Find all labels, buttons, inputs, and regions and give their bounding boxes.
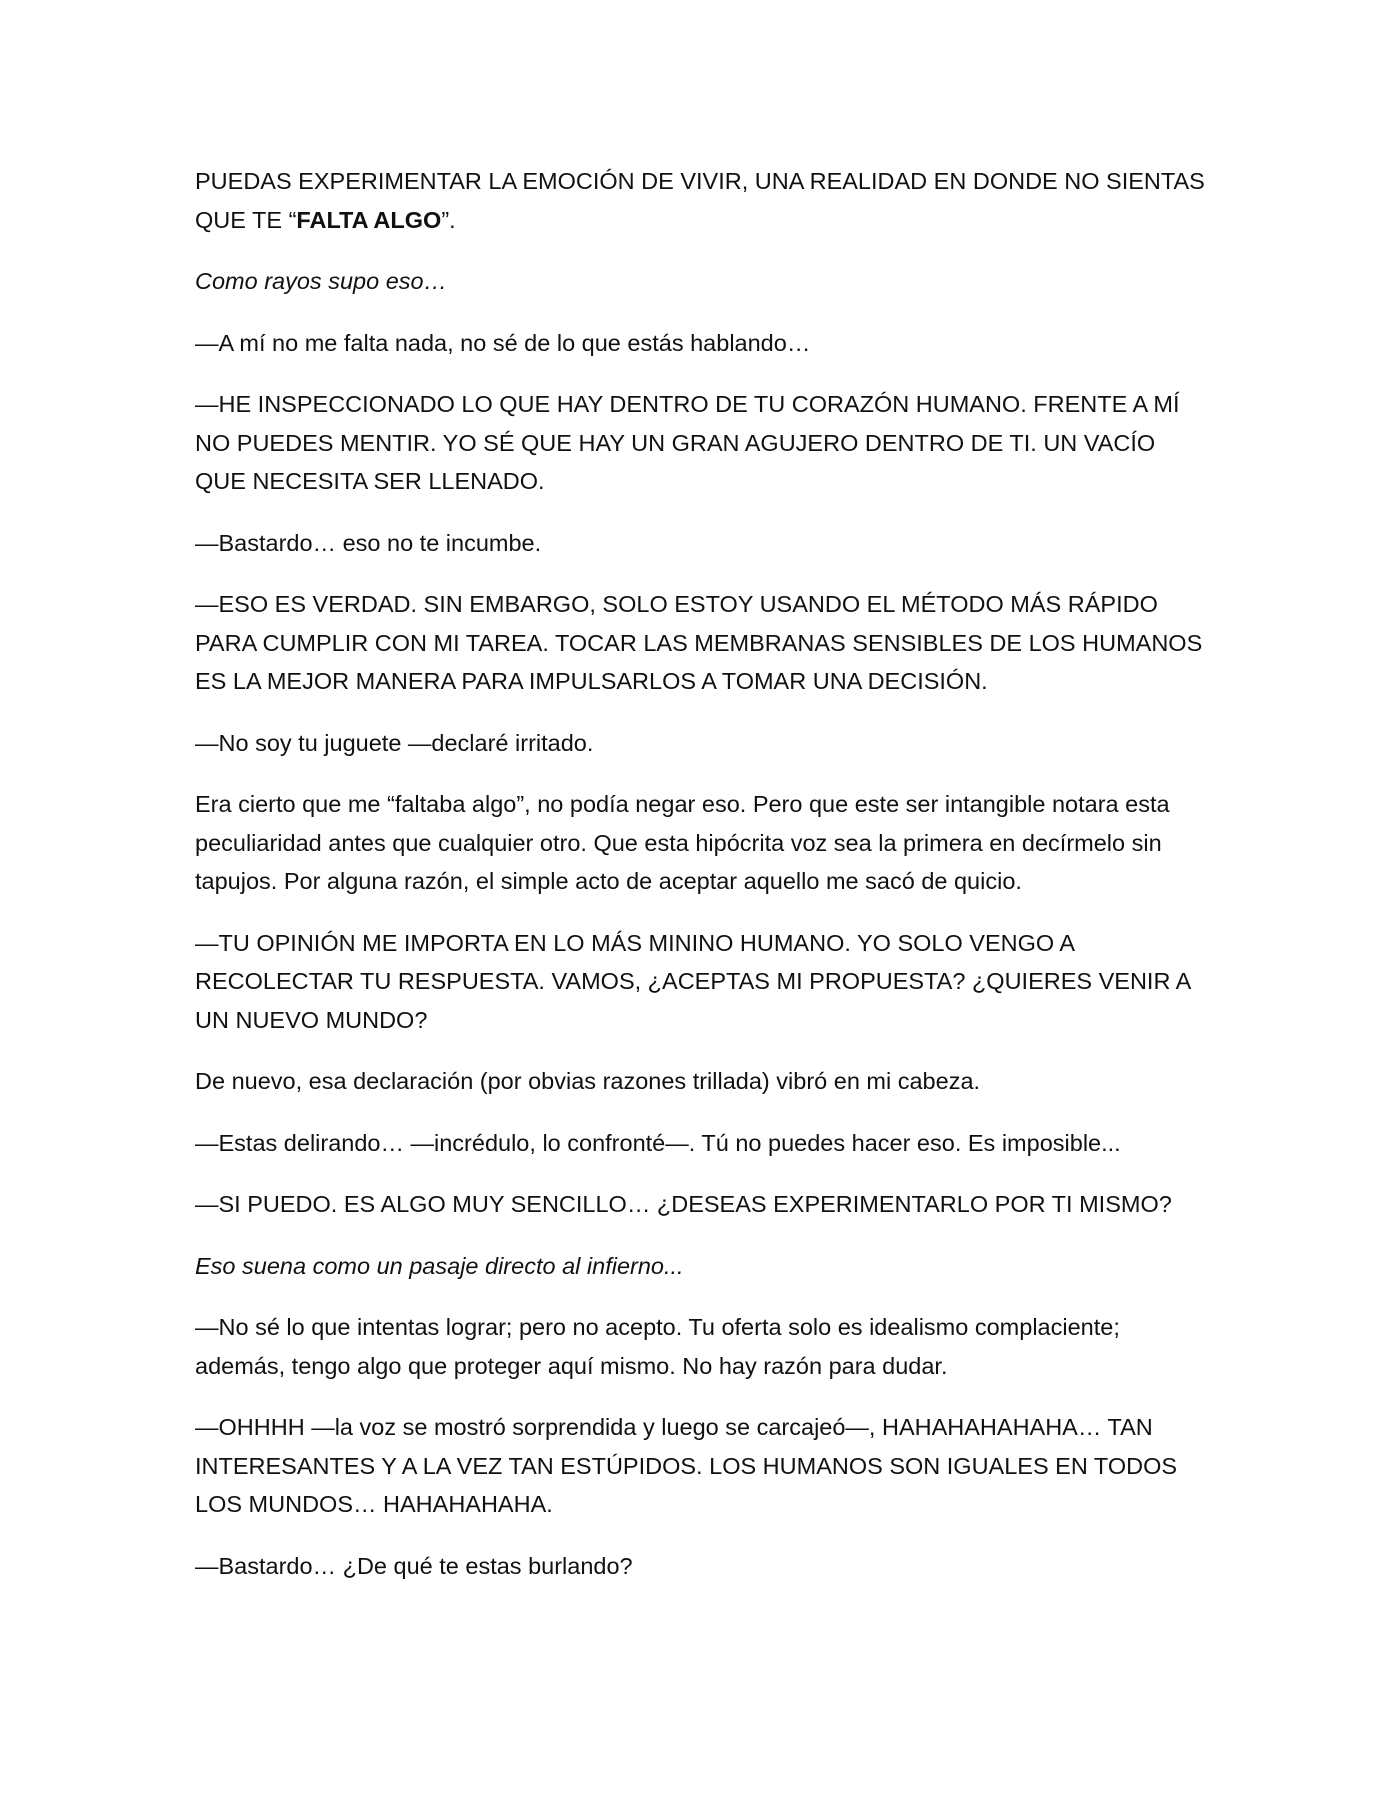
paragraph-14-dialogue: —No sé lo que intentas lograr; pero no acepto. Tu oferta solo es idealismo complaciente; además, tengo algo que proteger aquí mismo. No hay razón para dudar. <box>195 1314 1120 1379</box>
paragraph-5-dialogue: —Bastardo… eso no te incumbe. <box>195 529 542 556</box>
paragraph-6-dialogue: —ESO ES VERDAD. SIN EMBARGO, SOLO ESTOY USANDO EL MÉTODO MÁS RÁPIDO PARA CUMPLIR CON MI TAREA. TOCAR LAS MEMBRANAS SENSIBLES DE LOS HUMANOS ES LA MEJOR MANERA PARA IMPULSARLOS A TOMAR UNA DECISIÓN. <box>195 591 1203 694</box>
paragraph-16-dialogue: —Bastardo… ¿De qué te estas burlando? <box>195 1552 633 1579</box>
paragraph-2-thought: Como rayos supo eso… <box>195 268 448 294</box>
paragraph-1-text-a: PUEDAS EXPERIMENTAR LA EMOCIÓN DE VIVIR, UNA REALIDAD EN DONDE NO SIENTAS QUE TE “ <box>195 168 1205 233</box>
paragraph-8-narration: Era cierto que me “faltaba algo”, no podía negar eso. Pero que este ser intangible notara esta peculiaridad antes que cualquier otro. Que esta hipócrita voz sea la primera en decírmelo sin tapujos. Por alguna razón, el simple acto de aceptar aquello me sacó de quicio. <box>195 791 1170 894</box>
emphasis-falta-algo: FALTA ALGO <box>296 206 442 233</box>
paragraph-10-narration: De nuevo, esa declaración (por obvias razones trillada) vibró en mi cabeza. <box>195 1068 981 1094</box>
paragraph-4-dialogue: —HE INSPECCIONADO LO QUE HAY DENTRO DE TU CORAZÓN HUMANO. FRENTE A MÍ NO PUEDES MENTIR. YO SÉ QUE HAY UN GRAN AGUJERO DENTRO DE TI. UN VACÍO QUE NECESITA SER LLENADO. <box>195 391 1180 494</box>
paragraph-7-dialogue: —No soy tu juguete —declaré irritado. <box>195 729 594 756</box>
paragraph-1-text-b: ”. <box>441 206 456 233</box>
document-page <box>195 162 1210 1608</box>
paragraph-13-thought: Eso suena como un pasaje directo al infierno... <box>195 1252 684 1279</box>
paragraph-12-dialogue: —SI PUEDO. ES ALGO MUY SENCILLO… ¿DESEAS EXPERIMENTARLO POR TI MISMO? <box>195 1191 1172 1217</box>
paragraph-9-dialogue: —TU OPINIÓN ME IMPORTA EN LO MÁS MININO HUMANO. YO SOLO VENGO A RECOLECTAR TU RESPUESTA. VAMOS, ¿ACEPTAS MI PROPUESTA? ¿QUIERES VENIR A UN NUEVO MUNDO? <box>195 929 1191 1033</box>
paragraph-3-dialogue: —A mí no me falta nada, no sé de lo que estás hablando… <box>195 329 811 356</box>
paragraph-15-dialogue: —OHHHH —la voz se mostró sorprendida y luego se carcajeó—, HAHAHAHAHAHA… TAN INTERESANTES Y A LA VEZ TAN ESTÚPIDOS. LOS HUMANOS SON IGUALES EN TODOS LOS MUNDOS… HAHAHAHAHA. <box>195 1414 1178 1517</box>
paragraph-1 <box>195 162 1210 239</box>
paragraph-11-dialogue: —Estas delirando… —incrédulo, lo confronté—. Tú no puedes hacer eso. Es imposible... <box>195 1129 1121 1156</box>
